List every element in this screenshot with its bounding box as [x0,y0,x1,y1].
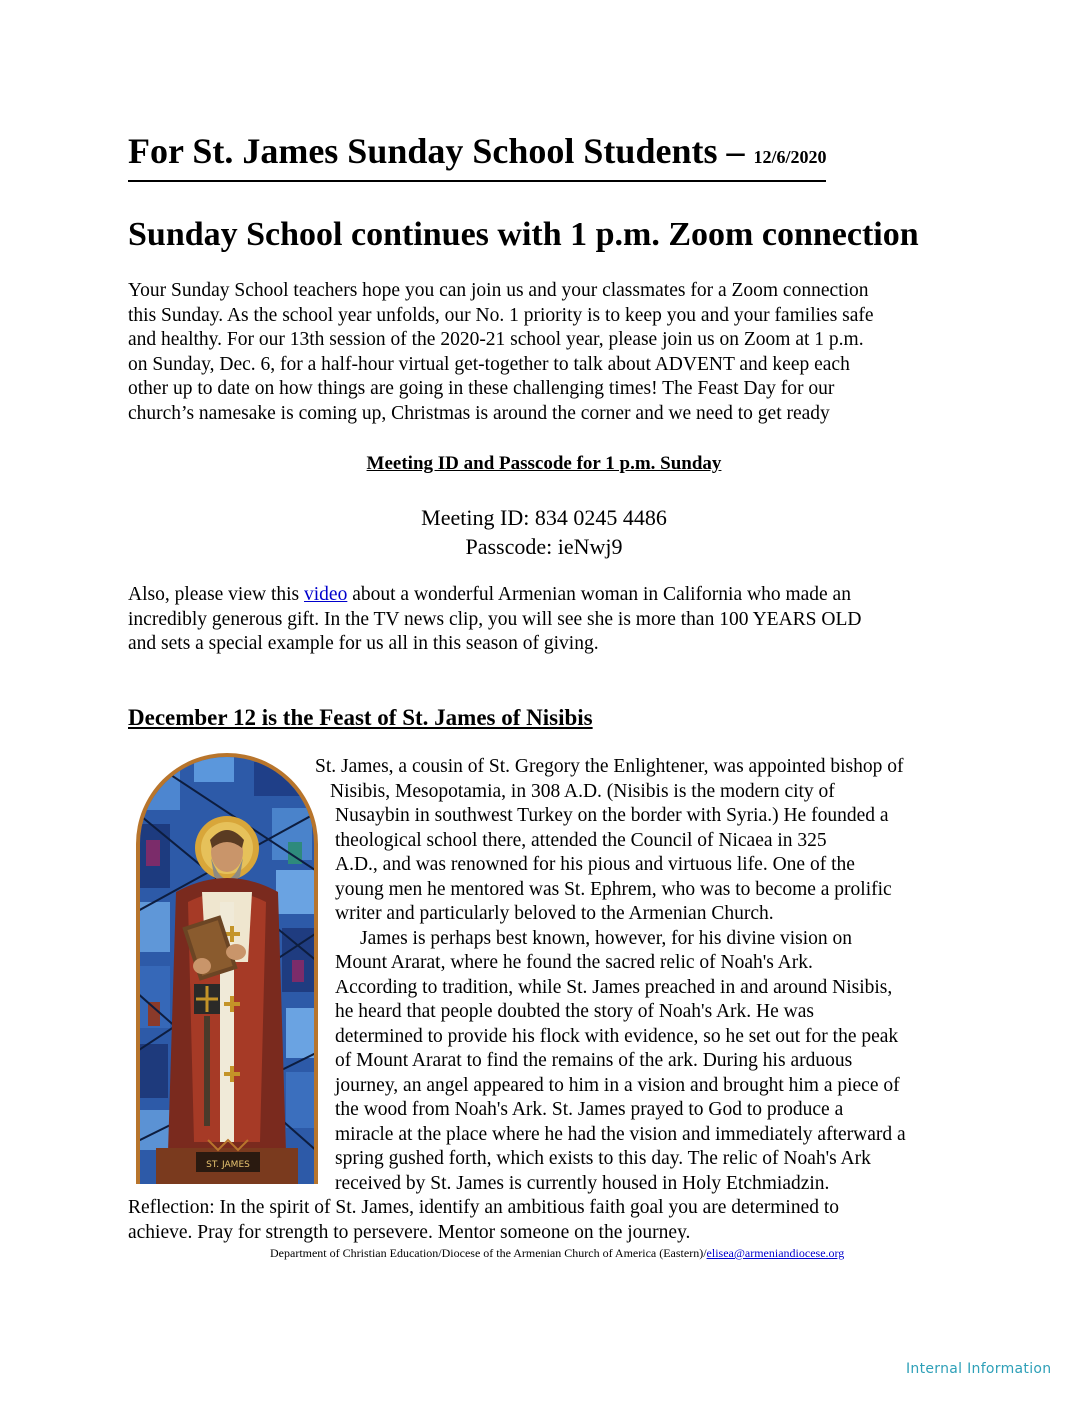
st-james-stained-glass-image [136,752,318,1184]
footer-credit-text: Department of Christian Education/Diocese of the Armenian Church of America (Eastern)/ [270,1246,707,1260]
story-line: received by St. James is currently housed in Holy Etchmiadzin. [335,1173,830,1194]
footer-credit [270,1245,844,1261]
story-line: miracle at the place where he had the vision and immediately afterward a [335,1124,906,1145]
reflection-line: Reflection: In the spirit of St. James, identify an ambitious faith goal you are determined to [128,1197,840,1218]
title-date: 12/6/2020 [753,147,827,167]
reflection-line: achieve. Pray for strength to persevere. Mentor someone on the journey. [128,1222,691,1243]
intro-paragraph [128,279,968,426]
video-line-end: about a wonderful Armenian woman in California who made an [347,584,851,605]
story-line: Nusaybin in southwest Turkey on the border with Syria.) He founded a [335,805,889,826]
story-line: young men he mentored was St. Ephrem, who was to become a prolific [335,879,892,900]
story-line: A.D., and was renowned for his pious and virtuous life. One of the [335,854,855,875]
meeting-heading [128,452,960,476]
story-line: the wood from Noah's Ark. St. James prayed to God to produce a [335,1099,844,1120]
story-line: According to tradition, while St. James preached in and around Nisibis, [335,977,893,998]
story-line: spring gushed forth, which exists to this day. The relic of Noah's Ark [335,1148,871,1169]
story-line: Nisibis, Mesopotamia, in 308 A.D. (Nisibis is the modern city of [330,781,835,802]
story-line: journey, an angel appeared to him in a vision and brought him a piece of [335,1075,900,1096]
footer-email-link[interactable]: elisea@armeniandiocese.org [706,1246,845,1260]
meeting-passcode: Passcode: ieNwj9 [465,534,623,559]
story-line: of Mount Ararat to find the remains of the ark. During his arduous [335,1050,853,1071]
video-paragraph [128,583,968,657]
intro-line: Your Sunday School teachers hope you can join us and your classmates for a Zoom connection [128,280,869,301]
intro-line: this Sunday. As the school year unfolds, our No. 1 priority is to keep you and your families safe [128,304,874,326]
meeting-details [128,503,960,561]
page-title [128,128,826,182]
meeting-id: Meeting ID: 834 0245 4486 [421,505,667,530]
intro-line: other up to date on how things are going in these challenging times! The Feast Day for our [128,378,835,399]
section-heading-zoom: Sunday School continues with 1 p.m. Zoom connection [128,216,919,253]
meeting-heading-text: Meeting ID and Passcode for 1 p.m. Sunday [366,453,722,474]
image-caption: ST. JAMES [206,1160,250,1170]
video-link[interactable]: video [304,584,348,605]
video-line: and sets a special example for us all in this season of giving. [128,633,599,654]
story-line: theological school there, attended the Council of Nicaea in 325 [335,830,827,851]
feast-heading: December 12 is the Feast of St. James of Nisibis [128,705,593,730]
classification-label: Internal Information [906,1361,1052,1377]
intro-line: and healthy. For our 13th session of the 2020-21 school year, please join us on Zoom at 1 p.m. [128,329,864,350]
story-line: he heard that people doubted the story of Noah's Ark. He was [335,1001,814,1022]
video-line [128,583,968,608]
story-line: St. James, a cousin of St. Gregory the Enlightener, was appointed bishop of [315,756,904,777]
intro-line: on Sunday, Dec. 6, for a half-hour virtual get-together to talk about ADVENT and keep each [128,353,850,375]
video-line: incredibly generous gift. In the TV news clip, you will see she is more than 100 YEARS OLD [128,608,862,630]
story-line: James is perhaps best known, however, for his divine vision on [360,928,853,949]
story-line: Mount Ararat, where he found the sacred relic of Noah's Ark. [335,952,813,973]
video-line-start: Also, please view this [128,584,305,605]
story-line: writer and particularly beloved to the Armenian Church. [335,903,774,924]
intro-line: church’s namesake is coming up, Christmas is around the corner and we need to get ready [128,402,830,424]
title-text: For St. James Sunday School Students – [128,131,745,171]
story-line: determined to provide his flock with evidence, so he set out for the peak [335,1026,899,1047]
